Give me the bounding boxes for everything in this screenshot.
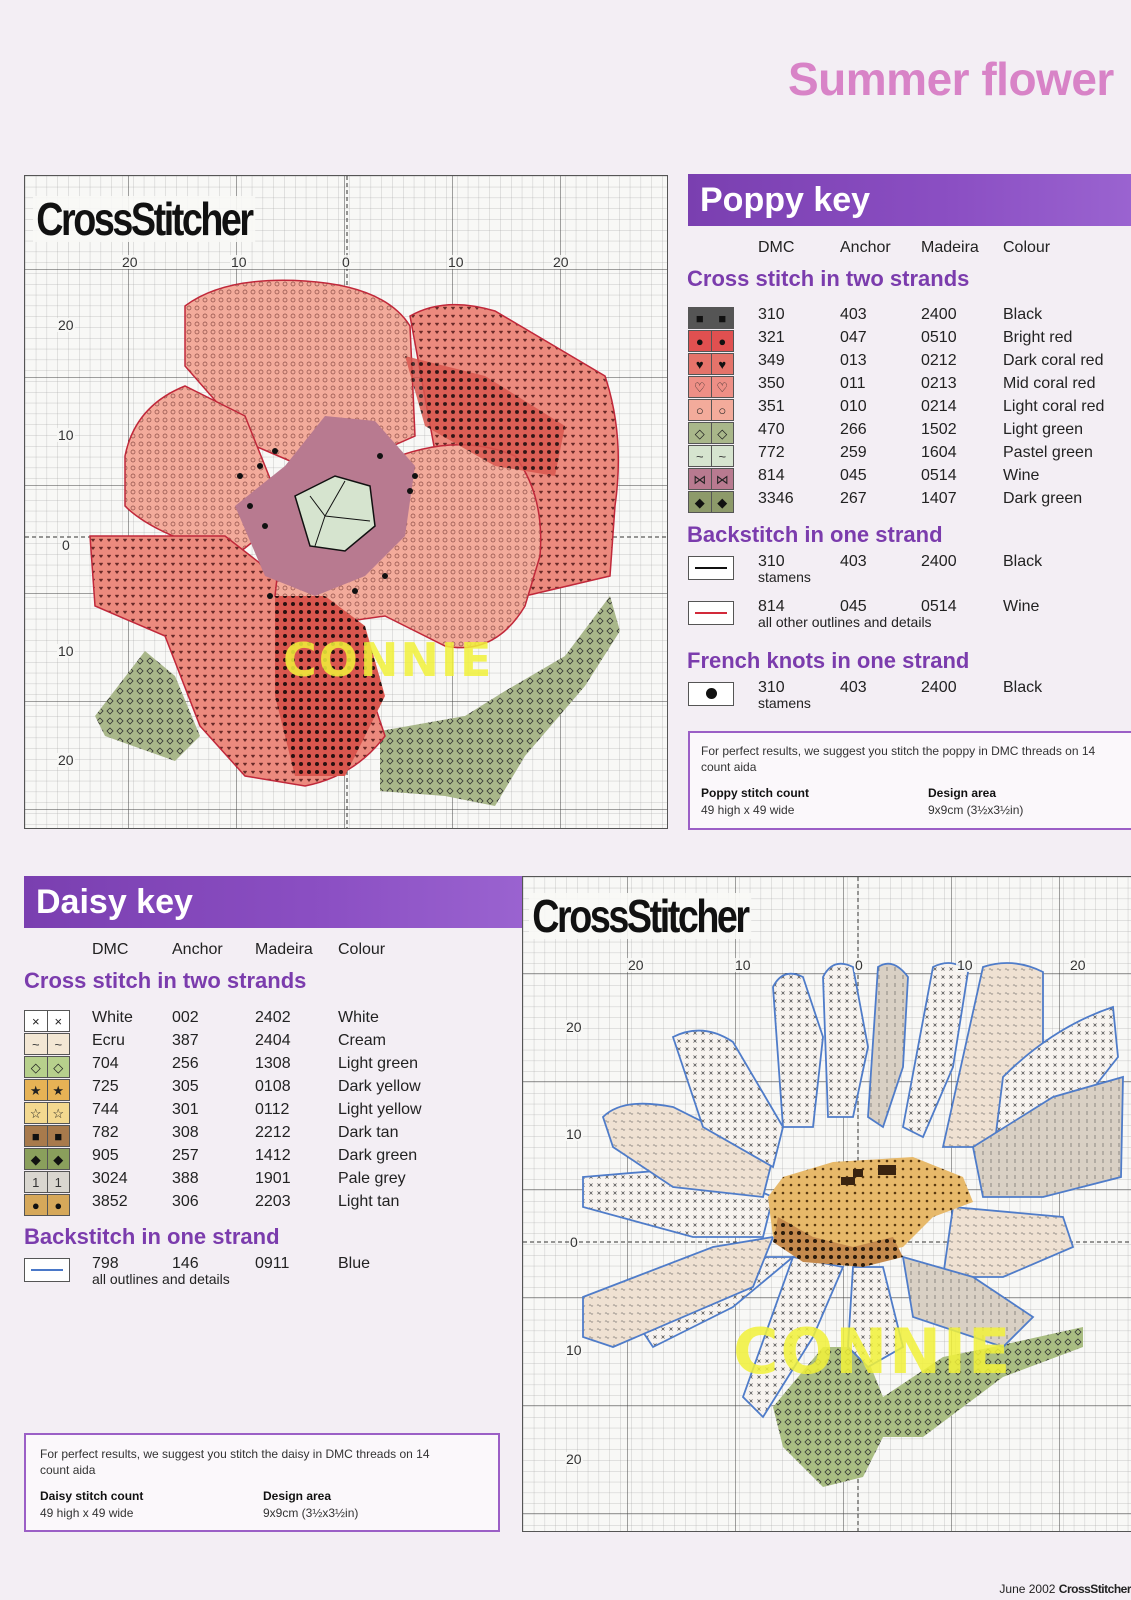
key-colour: Black xyxy=(1003,679,1043,696)
backstitch-swatch xyxy=(688,556,734,580)
poppy-knot-title: French knots in one strand xyxy=(687,648,970,673)
key-colour: Dark coral red xyxy=(1003,352,1104,369)
key-anchor: 002 xyxy=(172,1009,199,1026)
swatch-symbol: ○ xyxy=(711,400,734,420)
key-madeira: 2402 xyxy=(255,1009,291,1026)
key-colour: Dark yellow xyxy=(338,1078,421,1095)
page-footer xyxy=(999,1582,1131,1596)
key-dmc: 3852 xyxy=(92,1193,128,1210)
key-anchor: 308 xyxy=(172,1124,199,1141)
key-madeira: 1604 xyxy=(921,444,957,461)
key-madeira: 0212 xyxy=(921,352,957,369)
key-madeira: 1901 xyxy=(255,1170,291,1187)
key-dmc: 798 xyxy=(92,1255,119,1272)
thread-swatch xyxy=(24,1194,70,1216)
key-colour: Wine xyxy=(1003,598,1040,615)
key-anchor: 257 xyxy=(172,1147,199,1164)
key-colour: Dark tan xyxy=(338,1124,399,1141)
swatch-symbol: ~ xyxy=(689,446,711,466)
key-madeira: 0214 xyxy=(921,398,957,415)
poppy-side-label: 10 xyxy=(58,643,74,659)
key-colour: Light coral red xyxy=(1003,398,1105,415)
poppy-top-label: 10 xyxy=(448,254,464,270)
swatch-symbol: ■ xyxy=(689,308,711,328)
key-dmc: 3024 xyxy=(92,1170,128,1187)
thread-swatch xyxy=(688,307,734,329)
thread-swatch xyxy=(24,1125,70,1147)
thread-swatch xyxy=(688,399,734,421)
key-colour: Black xyxy=(1003,553,1043,570)
key-anchor: 403 xyxy=(840,679,867,696)
daisy-brand: CrossStitcher xyxy=(529,893,751,939)
thread-swatch xyxy=(688,491,734,513)
daisy-info-box xyxy=(24,1433,500,1532)
poppy-col-colour: Colour xyxy=(1003,239,1051,256)
key-note: all other outlines and details xyxy=(758,614,932,630)
poppy-info-box xyxy=(688,731,1131,830)
key-dmc: 3346 xyxy=(758,490,794,507)
swatch-symbol: ★ xyxy=(25,1080,47,1100)
key-anchor: 403 xyxy=(840,306,867,323)
swatch-symbol: ☆ xyxy=(47,1103,70,1123)
poppy-key-title: Poppy key xyxy=(688,174,1131,226)
daisy-col-dmc: DMC xyxy=(92,941,129,958)
swatch-symbol: ⋈ xyxy=(689,469,711,489)
poppy-col-anchor: Anchor xyxy=(840,239,891,256)
swatch-symbol: ~ xyxy=(25,1034,47,1054)
poppy-col-madeira: Madeira xyxy=(921,239,979,256)
daisy-side-label: 10 xyxy=(566,1342,582,1358)
key-colour: Light tan xyxy=(338,1193,400,1210)
swatch-symbol: 1 xyxy=(25,1172,47,1192)
backstitch-swatch xyxy=(688,601,734,625)
thread-swatch xyxy=(688,445,734,467)
daisy-top-label: 20 xyxy=(628,957,644,973)
key-colour: Black xyxy=(1003,306,1043,323)
daisy-info-text: For perfect results, we suggest you stitch the daisy in DMC threads on 14 count aida xyxy=(40,1447,430,1477)
key-madeira: 1412 xyxy=(255,1147,291,1164)
poppy-count-label: Poppy stitch count xyxy=(701,786,809,800)
swatch-symbol: ~ xyxy=(47,1034,70,1054)
key-anchor: 146 xyxy=(172,1255,199,1272)
poppy-side-label: 0 xyxy=(62,537,70,553)
swatch-symbol: ◆ xyxy=(47,1149,70,1169)
swatch-symbol: ⋈ xyxy=(711,469,734,489)
key-dmc: White xyxy=(92,1009,133,1026)
swatch-symbol: ◆ xyxy=(25,1149,47,1169)
key-dmc: Ecru xyxy=(92,1032,125,1049)
thread-swatch xyxy=(688,353,734,375)
poppy-info-text: For perfect results, we suggest you stitch the poppy in DMC threads on 14 count aida xyxy=(701,744,1096,774)
poppy-side-label: 20 xyxy=(58,752,74,768)
key-dmc: 772 xyxy=(758,444,785,461)
poppy-top-label: 20 xyxy=(553,254,569,270)
thread-swatch xyxy=(24,1010,70,1032)
key-madeira: 0514 xyxy=(921,598,957,615)
key-anchor: 047 xyxy=(840,329,867,346)
key-dmc: 310 xyxy=(758,679,785,696)
poppy-top-label: 20 xyxy=(122,254,138,270)
daisy-side-label: 0 xyxy=(570,1234,578,1250)
swatch-symbol: ◇ xyxy=(25,1057,47,1077)
poppy-top-label: 0 xyxy=(342,254,350,270)
daisy-cross-title: Cross stitch in two strands xyxy=(24,968,307,993)
swatch-symbol: ● xyxy=(711,331,734,351)
key-dmc: 349 xyxy=(758,352,785,369)
key-anchor: 305 xyxy=(172,1078,199,1095)
key-madeira: 1407 xyxy=(921,490,957,507)
daisy-col-madeira: Madeira xyxy=(255,941,313,958)
key-anchor: 267 xyxy=(840,490,867,507)
swatch-symbol: ■ xyxy=(47,1126,70,1146)
key-note: stamens xyxy=(758,695,811,711)
key-dmc: 814 xyxy=(758,598,785,615)
key-colour: Cream xyxy=(338,1032,387,1049)
key-dmc: 310 xyxy=(758,553,785,570)
page-title: Summer flower xyxy=(788,53,1114,105)
daisy-watermark: CONNIE xyxy=(733,1315,1013,1388)
swatch-symbol: ★ xyxy=(47,1080,70,1100)
key-anchor: 045 xyxy=(840,467,867,484)
daisy-chart xyxy=(522,876,1131,1532)
key-anchor: 013 xyxy=(840,352,867,369)
key-dmc: 782 xyxy=(92,1124,119,1141)
thread-swatch xyxy=(24,1033,70,1055)
swatch-symbol: ● xyxy=(689,331,711,351)
key-dmc: 814 xyxy=(758,467,785,484)
key-madeira: 0514 xyxy=(921,467,957,484)
key-anchor: 259 xyxy=(840,444,867,461)
poppy-brand: CrossStitcher xyxy=(33,196,255,242)
swatch-symbol: ■ xyxy=(25,1126,47,1146)
key-colour: Light green xyxy=(1003,421,1084,438)
swatch-symbol: ♥ xyxy=(689,354,711,374)
swatch-symbol: ● xyxy=(25,1195,47,1215)
daisy-key-title: Daisy key xyxy=(24,876,524,928)
key-colour: Pale grey xyxy=(338,1170,406,1187)
daisy-top-label: 0 xyxy=(855,957,863,973)
poppy-back-title: Backstitch in one strand xyxy=(687,522,943,547)
swatch-symbol: ~ xyxy=(711,446,734,466)
swatch-symbol: ♡ xyxy=(711,377,734,397)
key-colour: Bright red xyxy=(1003,329,1073,346)
poppy-side-label: 10 xyxy=(58,427,74,443)
poppy-area-label: Design area xyxy=(928,786,997,800)
key-madeira: 2400 xyxy=(921,679,957,696)
daisy-top-label: 10 xyxy=(957,957,973,973)
thread-swatch xyxy=(24,1171,70,1193)
poppy-side-label: 20 xyxy=(58,317,74,333)
poppy-count-value: 49 high x 49 wide xyxy=(701,803,795,817)
key-dmc: 725 xyxy=(92,1078,119,1095)
key-madeira: 0510 xyxy=(921,329,957,346)
footer-date: June 2002 xyxy=(999,1582,1056,1596)
key-dmc: 744 xyxy=(92,1101,119,1118)
daisy-side-label: 20 xyxy=(566,1451,582,1467)
daisy-area-value: 9x9cm (3½x3½in) xyxy=(263,1506,359,1520)
swatch-symbol: ● xyxy=(47,1195,70,1215)
daisy-chart-graphic xyxy=(523,877,1131,1531)
key-colour: Light green xyxy=(338,1055,419,1072)
key-colour: Wine xyxy=(1003,467,1040,484)
key-note: stamens xyxy=(758,569,811,585)
key-dmc: 351 xyxy=(758,398,785,415)
swatch-symbol: ◆ xyxy=(711,492,734,512)
key-madeira: 0911 xyxy=(255,1255,290,1272)
daisy-side-label: 20 xyxy=(566,1019,582,1035)
key-madeira: 2212 xyxy=(255,1124,291,1141)
swatch-symbol: × xyxy=(25,1011,47,1031)
daisy-side-label: 10 xyxy=(566,1126,582,1142)
poppy-cross-title: Cross stitch in two strands xyxy=(687,266,970,291)
key-madeira: 1308 xyxy=(255,1055,291,1072)
key-anchor: 045 xyxy=(840,598,867,615)
poppy-col-dmc: DMC xyxy=(758,239,795,256)
swatch-symbol: ◇ xyxy=(689,423,711,443)
key-madeira: 2400 xyxy=(921,553,957,570)
poppy-chart-graphic xyxy=(25,176,667,828)
swatch-symbol: ♡ xyxy=(689,377,711,397)
key-madeira: 2400 xyxy=(921,306,957,323)
poppy-watermark: CONNIE xyxy=(283,633,494,687)
thread-swatch xyxy=(688,422,734,444)
thread-swatch xyxy=(24,1148,70,1170)
key-anchor: 010 xyxy=(840,398,867,415)
footer-brand: CrossStitcher xyxy=(1058,1582,1131,1596)
key-anchor: 301 xyxy=(172,1101,199,1118)
key-madeira: 1502 xyxy=(921,421,957,438)
key-dmc: 470 xyxy=(758,421,785,438)
key-dmc: 321 xyxy=(758,329,785,346)
key-anchor: 388 xyxy=(172,1170,199,1187)
key-colour: Light yellow xyxy=(338,1101,422,1118)
key-colour: Dark green xyxy=(338,1147,418,1164)
key-dmc: 350 xyxy=(758,375,785,392)
daisy-col-anchor: Anchor xyxy=(172,941,223,958)
thread-swatch xyxy=(24,1079,70,1101)
thread-swatch xyxy=(24,1102,70,1124)
french-knot-swatch xyxy=(688,682,734,706)
backstitch-swatch xyxy=(24,1258,70,1282)
key-anchor: 306 xyxy=(172,1193,199,1210)
swatch-symbol: ○ xyxy=(689,400,711,420)
daisy-col-colour: Colour xyxy=(338,941,386,958)
key-colour: Pastel green xyxy=(1003,444,1093,461)
swatch-symbol: ♥ xyxy=(711,354,734,374)
daisy-top-label: 10 xyxy=(735,957,751,973)
key-anchor: 266 xyxy=(840,421,867,438)
thread-swatch xyxy=(688,376,734,398)
key-note: all outlines and details xyxy=(92,1271,230,1287)
key-anchor: 387 xyxy=(172,1032,199,1049)
key-dmc: 905 xyxy=(92,1147,119,1164)
swatch-symbol: ◆ xyxy=(689,492,711,512)
thread-swatch xyxy=(24,1056,70,1078)
daisy-count-value: 49 high x 49 wide xyxy=(40,1506,134,1520)
swatch-symbol: ■ xyxy=(711,308,734,328)
poppy-top-label: 10 xyxy=(231,254,247,270)
key-madeira: 2203 xyxy=(255,1193,291,1210)
daisy-top-label: 20 xyxy=(1070,957,1086,973)
swatch-symbol: ◇ xyxy=(711,423,734,443)
thread-swatch xyxy=(688,330,734,352)
key-madeira: 0213 xyxy=(921,375,957,392)
thread-swatch xyxy=(688,468,734,490)
key-madeira: 2404 xyxy=(255,1032,291,1049)
key-anchor: 011 xyxy=(840,375,866,392)
daisy-count-label: Daisy stitch count xyxy=(40,1489,144,1503)
key-colour: Mid coral red xyxy=(1003,375,1096,392)
key-colour: Dark green xyxy=(1003,490,1083,507)
key-colour: Blue xyxy=(338,1255,371,1272)
poppy-chart xyxy=(24,175,668,829)
key-madeira: 0112 xyxy=(255,1101,290,1118)
swatch-symbol: 1 xyxy=(47,1172,70,1192)
swatch-symbol: ☆ xyxy=(25,1103,47,1123)
key-anchor: 403 xyxy=(840,553,867,570)
daisy-back-title: Backstitch in one strand xyxy=(24,1224,280,1249)
key-dmc: 704 xyxy=(92,1055,119,1072)
daisy-area-label: Design area xyxy=(263,1489,332,1503)
key-madeira: 0108 xyxy=(255,1078,291,1095)
key-anchor: 256 xyxy=(172,1055,199,1072)
swatch-symbol: ◇ xyxy=(47,1057,70,1077)
key-colour: White xyxy=(338,1009,379,1026)
swatch-symbol: × xyxy=(47,1011,70,1031)
key-dmc: 310 xyxy=(758,306,785,323)
poppy-area-value: 9x9cm (3½x3½in) xyxy=(928,803,1024,817)
